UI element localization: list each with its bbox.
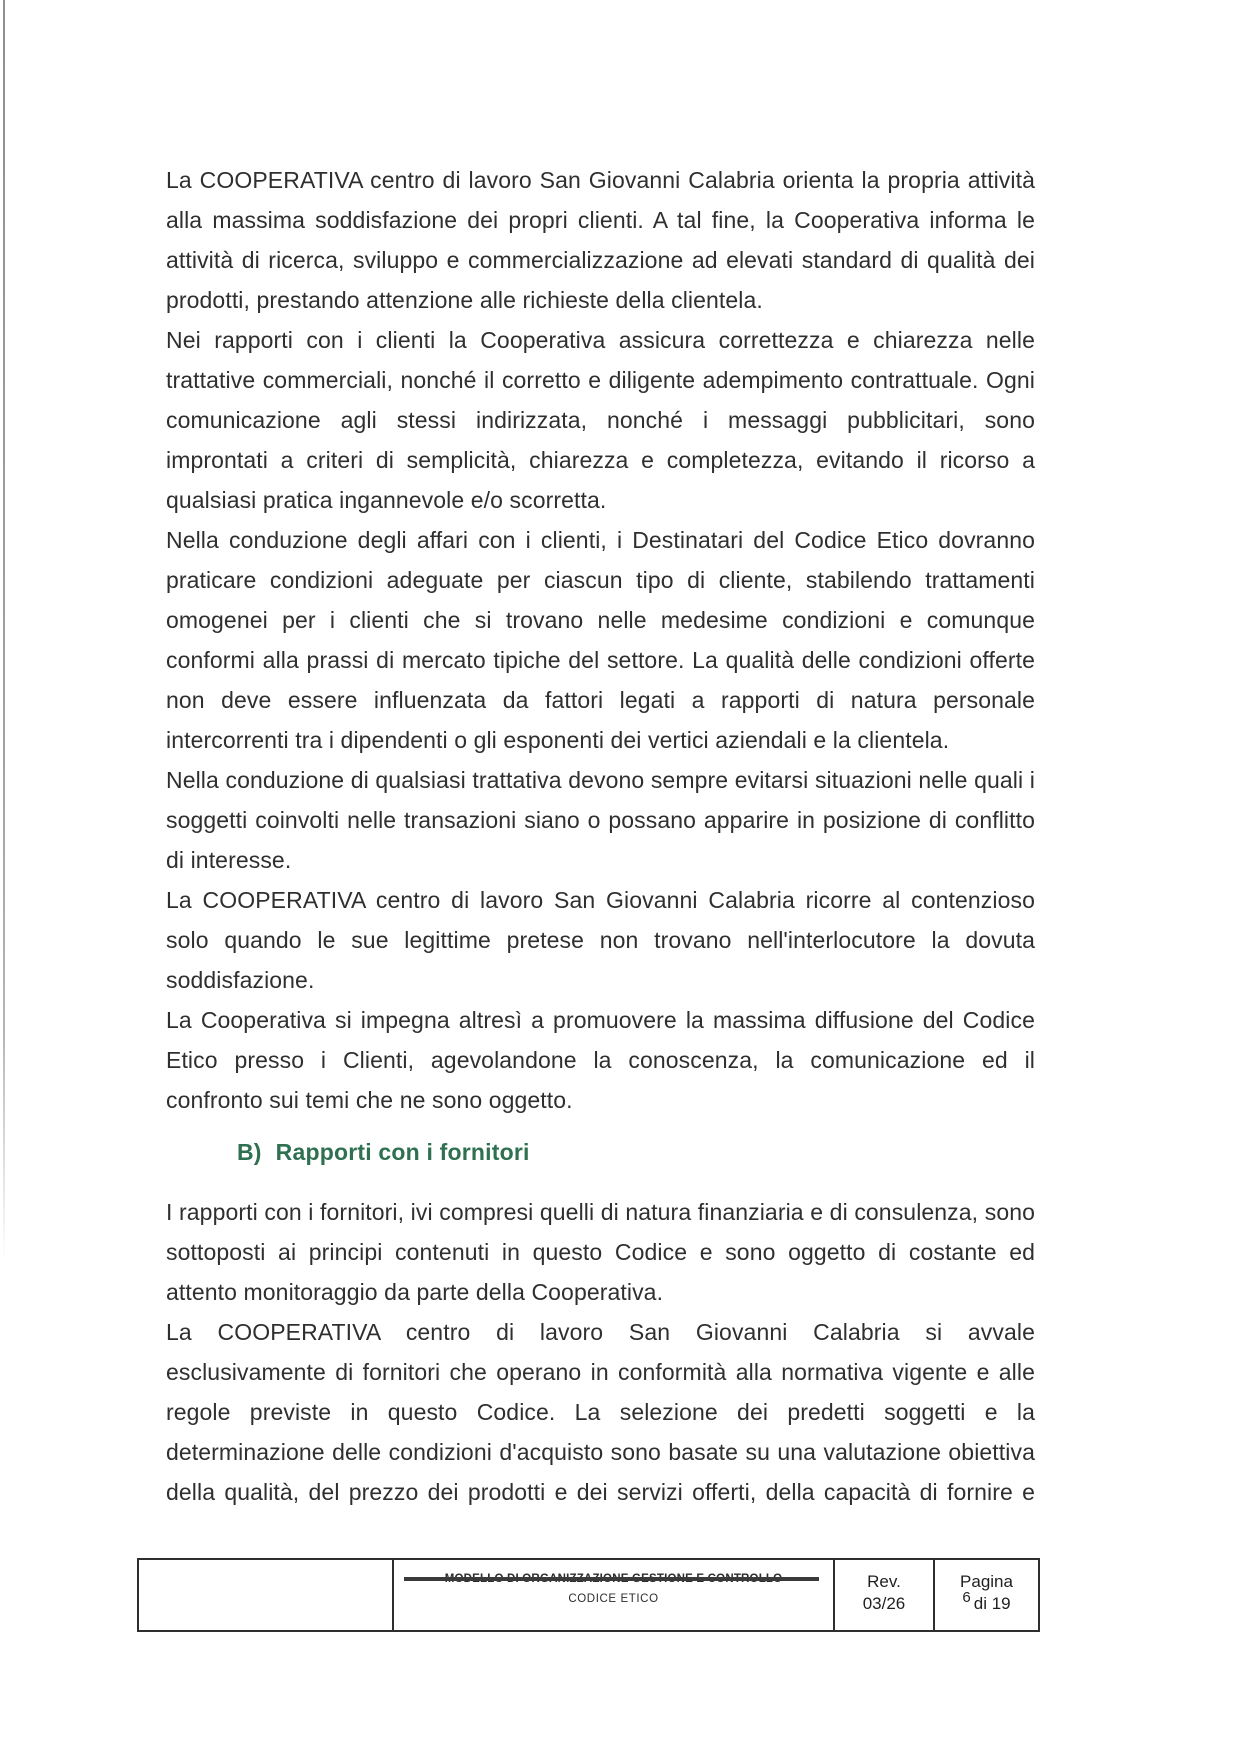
footer-page-label: Pagina (960, 1572, 1013, 1591)
text-line: La Cooperativa si impegna altresì a promuovere la massima diffusione del Codice (166, 1007, 1035, 1033)
text-line: di interesse. (166, 847, 292, 873)
text-line: trattative commerciali, nonché il corretto e diligente adempimento contrattuale. Ogni (166, 367, 1035, 393)
text-line: praticare condizioni adeguate per ciascun tipo di cliente, stabilendo trattamenti (166, 567, 1035, 593)
text-line: qualsiasi pratica ingannevole e/o scorretta. (166, 487, 607, 513)
footer-page-number: 6 (962, 1589, 971, 1606)
text-line: della qualità, del prezzo dei prodotti e dei servizi offerti, della capacità di fornire e (166, 1479, 1035, 1505)
paragraph (166, 1000, 1035, 1120)
footer-title-cell (394, 1560, 835, 1630)
paragraph (166, 520, 1035, 760)
paragraph (166, 760, 1035, 880)
scan-artifact-line (3, 0, 5, 1260)
text-line: comunicazione agli stessi indirizzata, nonché i messaggi pubblicitari, sono (166, 407, 1035, 433)
text-line: solo quando le sue legittime pretese non trovano nell'interlocutore la dovuta (166, 927, 1035, 953)
text-line: regole previste in questo Codice. La selezione dei predetti soggetti e la (166, 1399, 1035, 1425)
text-line: prodotti, prestando attenzione alle richieste della clientela. (166, 287, 763, 313)
text-line: improntati a criteri di semplicità, chiarezza e completezza, evitando il ricorso a (166, 447, 1035, 473)
text-line: omogenei per i clienti che si trovano nelle medesime condizioni e comunque (166, 607, 1035, 633)
text-line: confronto sui temi che ne sono oggetto. (166, 1087, 573, 1113)
section-heading-text: Rapporti con i fornitori (275, 1139, 530, 1165)
footer-strikethrough-line (404, 1577, 819, 1581)
paragraph (166, 880, 1035, 1000)
footer-rev-cell (835, 1560, 935, 1630)
text-line: soggetti coinvolti nelle transazioni siano o possano apparire in posizione di conflitto (166, 807, 1035, 833)
footer-rev-label: Rev. (867, 1572, 901, 1591)
document-body (166, 160, 1035, 1512)
section-heading (166, 1132, 1035, 1172)
text-line: Nella conduzione di qualsiasi trattativa devono sempre evitarsi situazioni nelle quali i (166, 767, 1035, 793)
text-line: intercorrenti tra i dipendenti o gli esponenti dei vertici aziendali e la clientela. (166, 727, 950, 753)
paragraph (166, 1192, 1035, 1312)
footer-page-value (935, 1589, 1038, 1616)
footer-rev-value: 03/26 (862, 1594, 906, 1613)
text-line: attività di ricerca, sviluppo e commercializzazione ad elevati standard di qualità dei (166, 247, 1035, 273)
text-line: Nei rapporti con i clienti la Cooperativa assicura correttezza e chiarezza nelle (166, 327, 1035, 353)
text-line: non deve essere influenzata da fattori legati a rapporti di natura personale (166, 687, 1035, 713)
text-line: alla massima soddisfazione dei propri clienti. A tal fine, la Cooperativa informa le (166, 207, 1035, 233)
text-line: esclusivamente di fornitori che operano in conformità alla normativa vigente e alle (166, 1359, 1035, 1385)
footer-page-total: di 19 (973, 1594, 1011, 1613)
text-line: La COOPERATIVA centro di lavoro San Giovanni Calabria si avvale (166, 1319, 1035, 1345)
text-line: sottoposti ai principi contenuti in questo Codice e sono oggetto di costante ed (166, 1239, 1035, 1265)
section-heading-letter: B) (237, 1139, 262, 1165)
footer-page-cell (935, 1560, 1038, 1630)
paragraph (166, 320, 1035, 520)
text-line: Nella conduzione degli affari con i clienti, i Destinatari del Codice Etico dovranno (166, 527, 1035, 553)
text-line: soddisfazione. (166, 967, 315, 993)
text-line: La COOPERATIVA centro di lavoro San Giovanni Calabria ricorre al contenzioso (166, 887, 1035, 913)
paragraph (166, 1312, 1035, 1512)
footer-table (137, 1558, 1040, 1632)
text-line: Etico presso i Clienti, agevolandone la conoscenza, la comunicazione ed il (166, 1047, 1035, 1073)
text-line: attento monitoraggio da parte della Cooperativa. (166, 1279, 664, 1305)
footer-logo-cell (139, 1560, 394, 1630)
footer-document-subtitle: CODICE ETICO (568, 1593, 659, 1605)
text-line: I rapporti con i fornitori, ivi compresi quelli di natura finanziaria e di consulenza, sono (166, 1199, 1035, 1225)
text-line: conformi alla prassi di mercato tipiche del settore. La qualità delle condizioni offerte (166, 647, 1035, 673)
text-line: determinazione delle condizioni d'acquisto sono basate su una valutazione obiettiva (166, 1439, 1035, 1465)
text-line: La COOPERATIVA centro di lavoro San Giovanni Calabria orienta la propria attività (166, 167, 1035, 193)
paragraph (166, 160, 1035, 320)
